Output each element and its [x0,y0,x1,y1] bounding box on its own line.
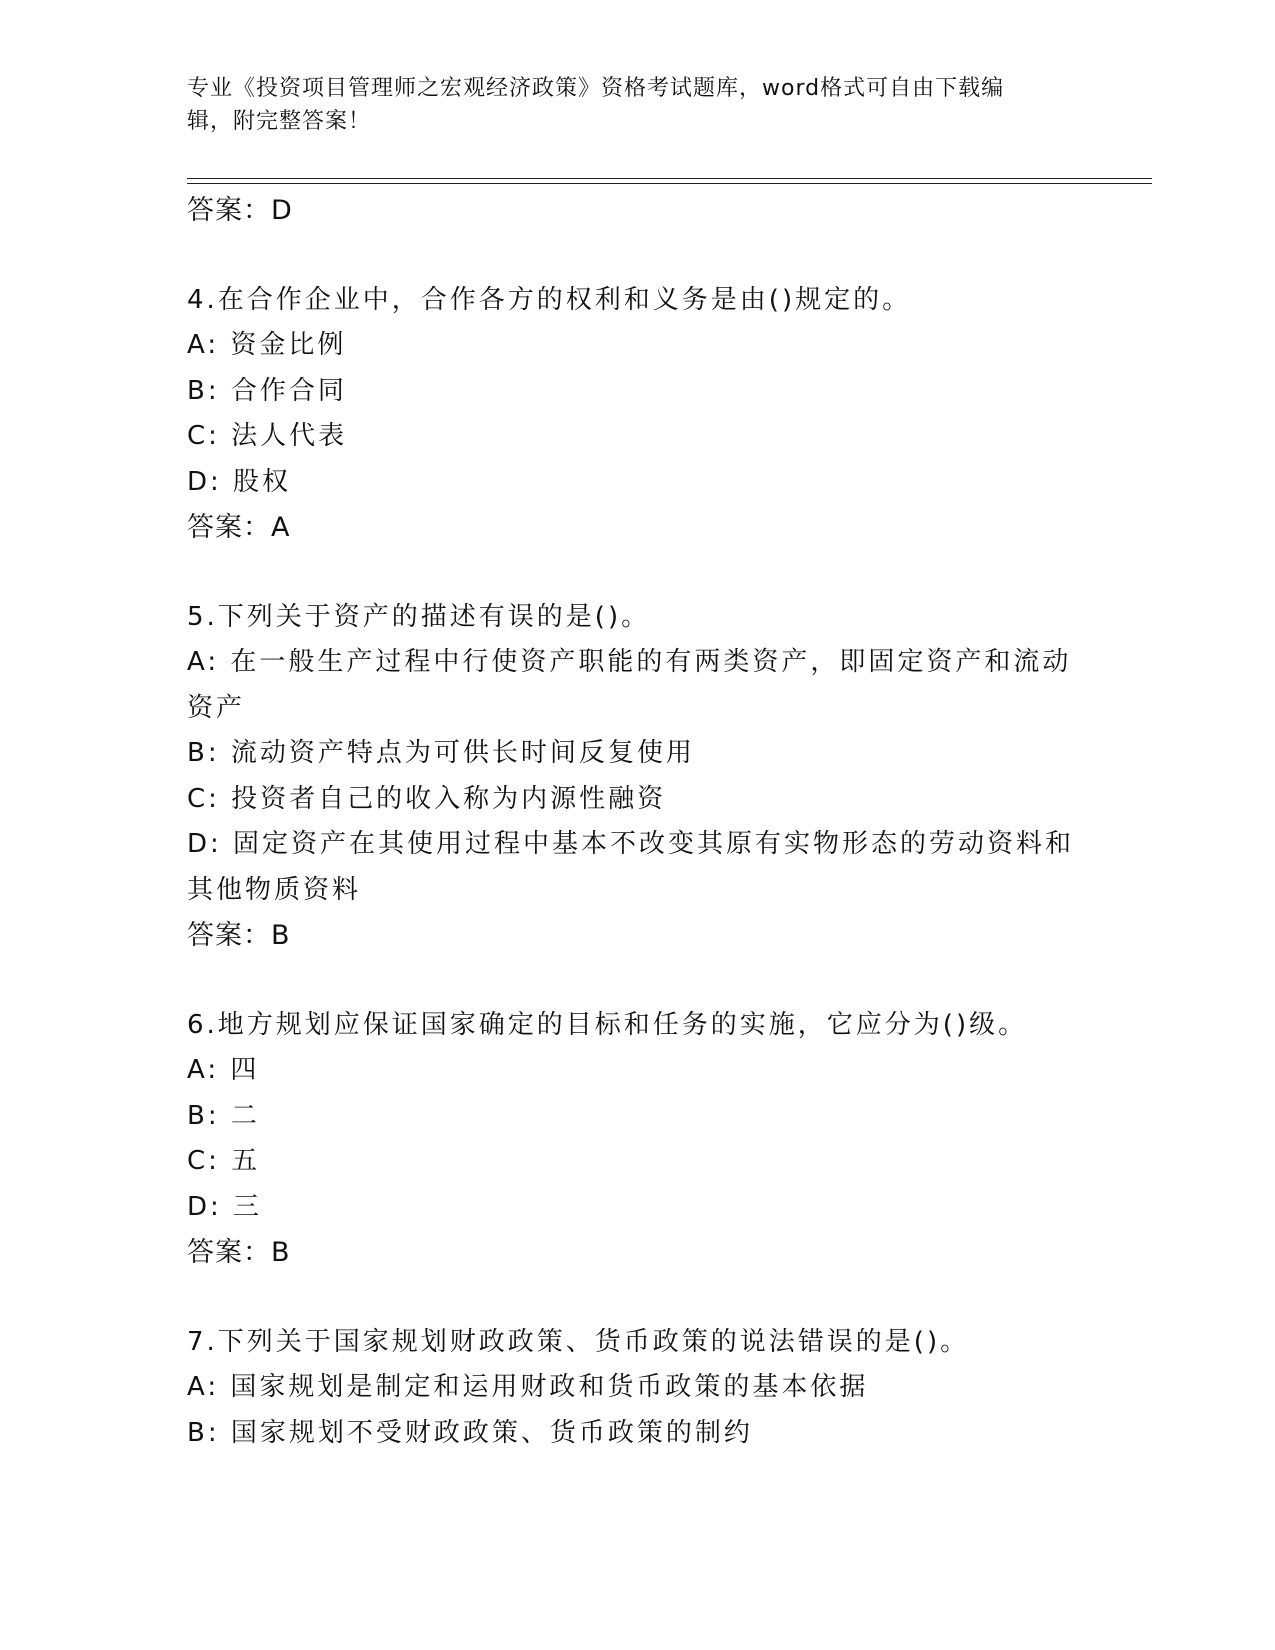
question-7-option-b: B: 国家规划不受财政政策、货币政策的制约 [187,1417,753,1448]
question-6-option-d: D: 三 [187,1191,263,1222]
header-divider-bottom [187,183,1152,184]
question-6-answer: 答案：B [187,1237,291,1268]
document-header [187,72,1067,138]
question-6 [187,1003,1087,1276]
question-5-answer: 答案：B [187,920,291,951]
question-6-option-c: C: 五 [187,1146,261,1176]
question-4 [187,278,1087,551]
question-4-option-a: A: 资金比例 [187,330,347,360]
question-6-option-a: A: 四 [187,1055,260,1085]
question-5-option-d-line-1: D: 固定资产在其使用过程中基本不改变其原有实物形态的劳动资料和 [187,829,1075,859]
question-4-stem: 4.在合作企业中，合作各方的权利和义务是由()规定的。 [187,284,912,315]
answer-3: 答案：D [187,195,293,226]
question-4-option-b: B: 合作合同 [187,375,347,406]
header-divider-top [187,178,1152,179]
question-6-option-b: B: 二 [187,1100,260,1131]
question-5-option-a-line-2: 资产 [187,692,246,723]
header-line-2: 辑，附完整答案！ [187,109,372,134]
question-4-option-d: D: 股权 [187,466,292,497]
question-7-stem: 7.下列关于国家规划财政政策、货币政策的说法错误的是()。 [187,1326,970,1357]
question-6-stem: 6.地方规划应保证国家确定的目标和任务的实施，它应分为()级。 [187,1009,1028,1040]
question-5-option-b: B: 流动资产特点为可供长时间反复使用 [187,738,695,768]
question-7-option-a: A: 国家规划是制定和运用财政和货币政策的基本依据 [187,1372,869,1402]
question-4-option-c: C: 法人代表 [187,421,348,451]
header-line-1: 专业《投资项目管理师之宏观经济政策》资格考试题库，word格式可自由下载编 [187,76,1005,101]
question-5-option-d-line-2: 其他物质资料 [187,874,362,905]
question-7 [187,1320,1087,1457]
question-5-option-a-line-1: A: 在一般生产过程中行使资产职能的有两类资产，即固定资产和流动 [187,647,1072,677]
question-4-answer: 答案：A [187,512,291,543]
question-5-option-c: C: 投资者自己的收入称为内源性融资 [187,783,667,814]
question-list [187,188,1087,1456]
question-5-stem: 5.下列关于资产的描述有误的是()。 [187,601,651,632]
question-5 [187,595,1087,959]
